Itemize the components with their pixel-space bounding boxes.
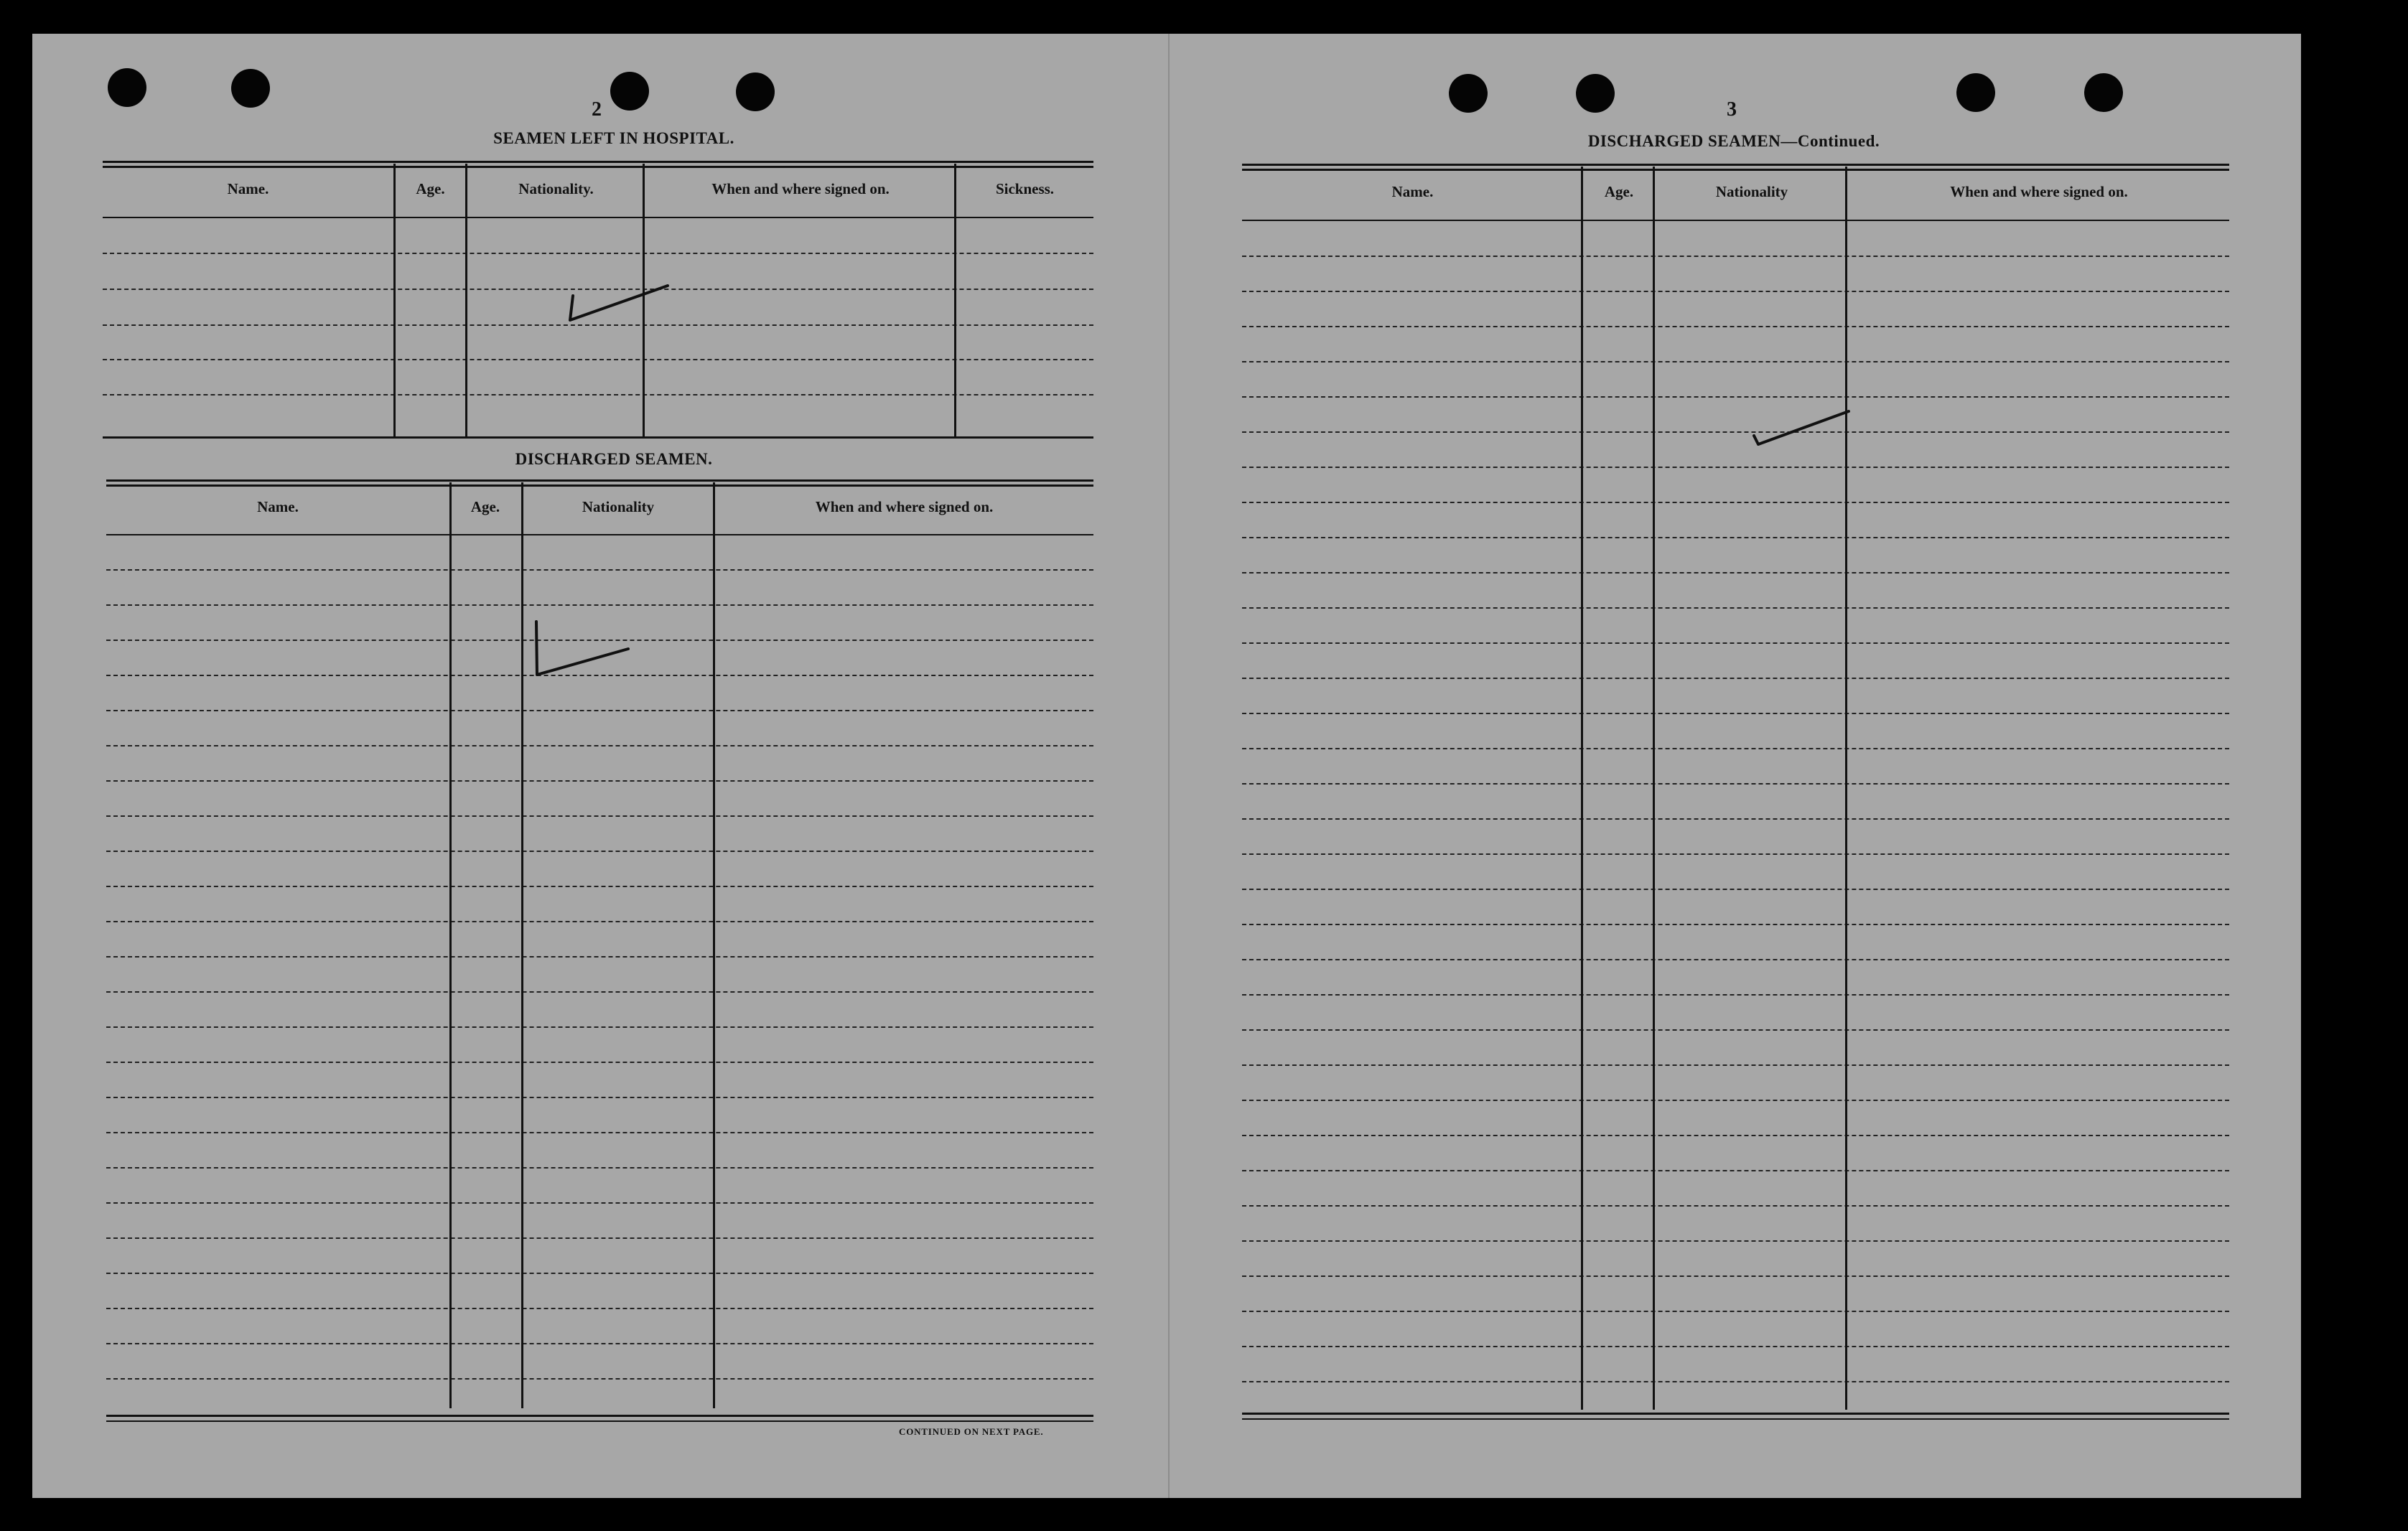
row-line — [106, 1167, 1093, 1169]
row-line — [1242, 361, 2229, 362]
row-line — [106, 780, 1093, 782]
row-line — [1242, 1064, 2229, 1066]
row-line — [1242, 1100, 2229, 1101]
col-header-name: Name. — [1391, 183, 1434, 200]
col-header-name: Name. — [257, 498, 299, 515]
row-line — [106, 851, 1093, 852]
row-line — [1242, 572, 2229, 573]
row-line — [106, 921, 1093, 922]
col-header-age: Age. — [1604, 183, 1634, 200]
punch-hole — [736, 72, 775, 111]
discharged-continued-title: DISCHARGED SEAMEN—Continued. — [1587, 132, 1880, 150]
row-line — [1242, 396, 2229, 398]
row-line — [1242, 1135, 2229, 1136]
row-line — [106, 1097, 1093, 1098]
row-line — [1242, 959, 2229, 960]
center-fold — [1168, 34, 1170, 1498]
row-line — [1242, 431, 2229, 433]
col-header-signed-on: When and where signed on. — [711, 180, 890, 197]
row-line — [106, 569, 1093, 571]
punch-hole — [231, 69, 270, 108]
discharged-table-right — [1242, 164, 2229, 1421]
row-line — [1242, 1381, 2229, 1382]
row-line — [1242, 818, 2229, 820]
hospital-section-title: SEAMEN LEFT IN HOSPITAL. — [493, 129, 734, 147]
row-line — [1242, 994, 2229, 996]
col-header-nationality: Nationality — [582, 498, 655, 515]
punch-hole — [1956, 73, 1995, 112]
row-line — [106, 1237, 1093, 1239]
row-line — [106, 1343, 1093, 1344]
col-header-nationality: Nationality — [1715, 183, 1788, 200]
row-line — [106, 1273, 1093, 1274]
checkmark-icon — [528, 617, 643, 682]
checkmark-icon — [560, 280, 682, 330]
row-line — [1242, 713, 2229, 714]
row-line — [106, 991, 1093, 993]
punch-hole — [1449, 74, 1488, 113]
row-line — [1242, 1275, 2229, 1277]
row-line — [106, 710, 1093, 711]
row-line — [1242, 537, 2229, 538]
punch-hole — [1576, 74, 1615, 113]
page-number-left: 2 — [592, 98, 602, 121]
row-line — [106, 815, 1093, 817]
checkmark-icon — [1748, 406, 1856, 449]
col-header-name: Name. — [227, 180, 269, 197]
col-header-signed-on: When and where signed on. — [1950, 183, 2128, 200]
row-line — [1242, 678, 2229, 679]
row-line — [106, 604, 1093, 606]
row-line — [1242, 1240, 2229, 1242]
row-line — [106, 1308, 1093, 1309]
row-line — [1242, 1029, 2229, 1031]
col-header-age: Age. — [470, 498, 500, 515]
row-line — [1242, 256, 2229, 257]
row-line — [1242, 1170, 2229, 1171]
row-line — [106, 1132, 1093, 1133]
row-line — [106, 1202, 1093, 1204]
row-line — [1242, 889, 2229, 890]
continued-note: CONTINUED ON NEXT PAGE. — [899, 1426, 1044, 1437]
row-line — [106, 1062, 1093, 1063]
punch-hole — [108, 68, 146, 107]
row-line — [106, 1378, 1093, 1380]
discharged-section-title: DISCHARGED SEAMEN. — [515, 450, 713, 468]
row-line — [1242, 326, 2229, 327]
row-line — [1242, 291, 2229, 292]
row-line — [1242, 853, 2229, 855]
col-header-sickness: Sickness. — [995, 180, 1055, 197]
col-header-age: Age. — [416, 180, 445, 197]
row-line — [1242, 607, 2229, 609]
punch-hole — [2084, 73, 2123, 112]
row-line — [1242, 924, 2229, 925]
row-line — [1242, 502, 2229, 503]
page-number-right: 3 — [1727, 98, 1737, 121]
row-line — [106, 956, 1093, 958]
row-line — [1242, 1311, 2229, 1312]
row-line — [106, 1026, 1093, 1028]
row-line — [1242, 748, 2229, 749]
row-line — [106, 745, 1093, 746]
row-line — [106, 886, 1093, 887]
col-header-signed-on: When and where signed on. — [815, 498, 994, 515]
punch-hole — [610, 72, 649, 111]
row-line — [1242, 467, 2229, 468]
row-line — [1242, 1205, 2229, 1207]
col-header-nationality: Nationality. — [518, 180, 594, 197]
row-line — [1242, 783, 2229, 785]
row-line — [1242, 642, 2229, 644]
row-line — [1242, 1346, 2229, 1347]
